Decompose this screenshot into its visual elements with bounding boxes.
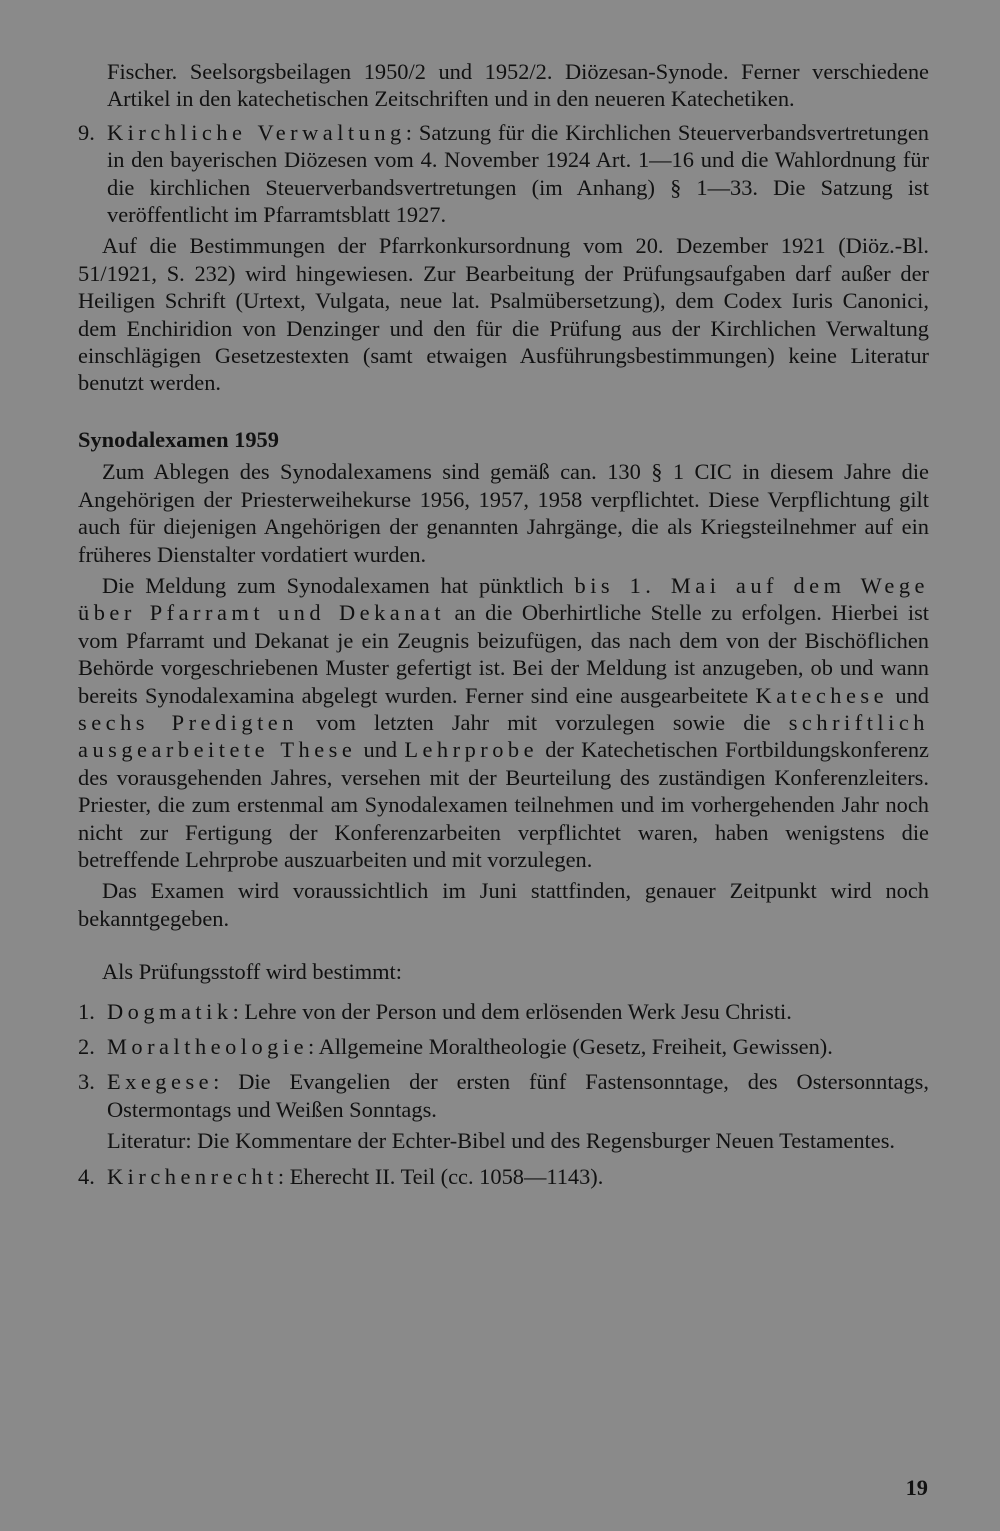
item-9 bbox=[78, 119, 929, 229]
p2-spaced-4: schriftlich ausgearbeitete These bbox=[78, 709, 929, 763]
list-label: Kirchenrecht bbox=[107, 1163, 278, 1189]
list-number: 4. bbox=[78, 1163, 95, 1189]
list-text: Lehre von der Person und dem erlösenden Werk Jesu Christi. bbox=[244, 998, 792, 1024]
p2-spaced-5: Lehrprobe bbox=[404, 737, 539, 763]
item-number: 9. bbox=[78, 119, 95, 145]
p2-spaced-1: bis 1. Mai auf dem Wege über Pfarramt und Dekanat bbox=[78, 572, 929, 626]
paragraph-2 bbox=[78, 572, 929, 873]
list-text: Allgemeine Moraltheologie (Gesetz, Freiheit, Gewissen). bbox=[318, 1034, 833, 1059]
list-label: Moraltheologie bbox=[107, 1034, 309, 1059]
p2-spaced-2: Katechese bbox=[755, 682, 889, 708]
paragraph-4: Als Prüfungsstoff wird bestimmt: bbox=[102, 959, 402, 985]
list-number: 1. bbox=[78, 998, 95, 1024]
list-separator: : bbox=[232, 998, 245, 1024]
p2-text-6: der Katechetischen Fortbildungskonferenz des vorausgehenden Jahres, versehen mit der Beurteilung des zuständigen Konferenzleiters. Priester, die zum erstenmal am Synodalexamen teilnehmen und im vorhergehenden Jahr noch nicht zur Fertigung der Konferenzarbeiten verpflichtet waren, haben wenigstens die betreffende Lehrprobe auszuarbeiten und mit vorzulegen. bbox=[78, 737, 929, 872]
intro-continuation bbox=[78, 58, 929, 113]
p2-spaced-3: sechs Predigten bbox=[78, 709, 298, 735]
list-number: 2. bbox=[78, 1034, 95, 1059]
list-separator: : bbox=[277, 1163, 290, 1189]
item-separator: : bbox=[405, 119, 419, 145]
literature-note: Literatur: Die Kommentare der Echter-Bibel und des Regensburger Neuen Testamentes. bbox=[107, 1128, 896, 1154]
paragraph-3: Das Examen wird voraussichtlich im Juni stattfinden, genauer Zeitpunkt wird noch bekanntgegeben. bbox=[78, 878, 929, 931]
text-column bbox=[78, 58, 929, 1190]
list-item-2 bbox=[78, 1033, 929, 1060]
paragraph-pfarrkonkurs: Auf die Bestimmungen der Pfarrkonkursordnung vom 20. Dezember 1921 (Diöz.-Bl. 51/1921, S. 232) wird hingewiesen. Zur Bearbeitung der Prüfungsaufgaben darf außer der Heiligen Schrift (Urtext, Vulgata, neue lat. Psalmübersetzung), dem Codex Iuris Canonici, dem Enchiridion von Denzinger und den für die Prüfung aus der Kirchlichen Verwaltung einschlägigen Gesetzestexten (samt etwaigen Ausführungsbestimmungen) keine Literatur benutzt werden. bbox=[78, 233, 929, 396]
p2-text-1: Die Meldung zum Synodalexamen hat pünktlich bbox=[102, 572, 575, 598]
item-text: Satzung für die Kirchlichen Steuerverbandsvertretungen in den bayerischen Diözesen vom 4. November 1924 Art. 1—16 und die Wahlordnung für die kirchlichen Steuerverbandsvertretungen (im Anhang) § 1—33. Die Satzung ist veröffentlicht im Pfarramtsblatt 1927. bbox=[107, 119, 929, 228]
p2-text-2: an die Oberhirtliche Stelle zu erfolgen. Hierbei ist vom Pfarramt und Dekanat je ein Zeugnis beizufügen, das nach dem von der Bischöflichen Behörde vorgeschriebenen Muster gefertigt ist. Bei der Meldung ist anzugeben, ob und wann bereits Synodalexamina abgelegt wurden. Ferner sind eine ausgearbeitete bbox=[78, 600, 929, 708]
page-number: 19 bbox=[905, 1475, 928, 1500]
list-item-3 bbox=[78, 1068, 929, 1123]
list-number: 3. bbox=[78, 1069, 95, 1095]
intro-text: Fischer. Seelsorgsbeilagen 1950/2 und 1952/2. Diözesan-Synode. Ferner verschiedene Artikel in den katechetischen Zeitschriften und in den neueren Katechetiken. bbox=[107, 59, 929, 112]
p2-text-3: und bbox=[888, 682, 929, 708]
section-heading: Synodalexamen 1959 bbox=[78, 426, 279, 452]
list-separator: : bbox=[308, 1034, 319, 1059]
list-text: Die Evangelien der ersten fünf Fastensonntage, des Ostersonntags, Ostermontags und Weißen Sonntags. bbox=[107, 1069, 929, 1122]
p2-text-5: und bbox=[356, 737, 405, 763]
list-item-4 bbox=[78, 1163, 929, 1190]
list-separator: : bbox=[213, 1069, 239, 1095]
list-item-1 bbox=[78, 998, 929, 1025]
list-label: Dogmatik bbox=[107, 998, 233, 1024]
paragraph-1: Zum Ablegen des Synodalexamens sind gemäß can. 130 § 1 CIC in diesem Jahre die Angehörigen der Priesterweihekurse 1956, 1957, 1958 verpflichtet. Diese Verpflichtung gilt auch für diejenigen Angehörigen der genannten Jahrgänge, die als Kriegsteilnehmer auf ein früheres Dienstalter vordatiert wurden. bbox=[78, 459, 929, 567]
item-label: Kirchliche Verwaltung bbox=[107, 119, 406, 145]
p2-text-4: vom letzten Jahr mit vorzulegen sowie die bbox=[297, 709, 789, 735]
list-item-3-note bbox=[78, 1127, 929, 1154]
list-label: Exegese bbox=[107, 1069, 214, 1095]
list-text: Eherecht II. Teil (cc. 1058—1143). bbox=[289, 1163, 604, 1189]
